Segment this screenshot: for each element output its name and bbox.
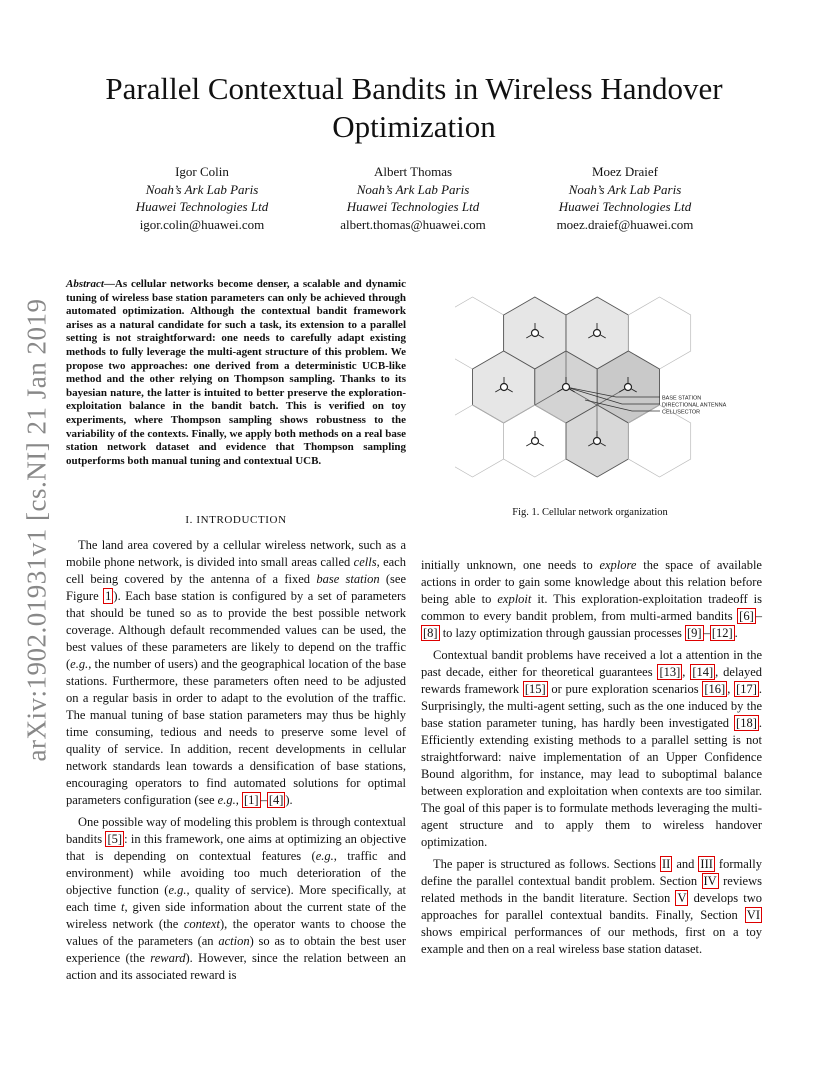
- text-run: to lazy optimization through gaussian processes: [439, 626, 686, 640]
- legend-base-station: BASE STATION: [662, 395, 702, 402]
- text-run: ).: [285, 793, 293, 807]
- text-run: and: [672, 857, 699, 871]
- legend-directional-antenna: DIRECTIONAL ANTENNA: [662, 402, 727, 409]
- reference-link[interactable]: [8]: [423, 626, 438, 640]
- text-run: it. This exploration-exploitation tradeoff is common to every bandit problem, from multi-armed bandits: [421, 592, 762, 623]
- author-affiliation: Noah’s Ark Lab Paris: [568, 181, 682, 197]
- text-run: e.g.,: [217, 793, 239, 807]
- author-name: Albert Thomas: [373, 164, 453, 179]
- text-run: (see Figure: [66, 572, 406, 603]
- reference-link[interactable]: [13]: [659, 665, 681, 679]
- text-run: e.g.: [315, 849, 334, 863]
- author-name: Moez Draief: [591, 164, 659, 179]
- reference-link[interactable]: II: [662, 857, 671, 871]
- text-run: t: [121, 900, 125, 914]
- text-run: : in this framework, one aims at optimizing an objective that is depending on contextual features (: [66, 832, 407, 863]
- reference-link[interactable]: [18]: [736, 716, 757, 730]
- text-run: Contextual bandit problems have received a lot a attention in the past decade, either for theoretical guarantees: [421, 648, 762, 679]
- author-block-1: [102, 163, 302, 233]
- reference-link[interactable]: [4]: [268, 793, 284, 807]
- abstract: [66, 278, 406, 468]
- reference-link[interactable]: III: [700, 857, 713, 871]
- text-run: or pure exploration scenarios: [547, 682, 703, 696]
- reference-link[interactable]: VI: [746, 908, 760, 922]
- body-column-left: [66, 537, 406, 984]
- author-affiliation: Noah’s Ark Lab Paris: [356, 181, 470, 197]
- paper-title: Parallel Contextual Bandits in Wireless Handover Optimization: [105, 71, 723, 144]
- base-station-icon: [532, 438, 539, 445]
- text-run: e.g.,: [70, 657, 92, 671]
- author-name: Igor Colin: [175, 164, 229, 179]
- antenna-direction-icon: [526, 443, 531, 446]
- text-run: cells: [353, 555, 377, 569]
- text-run: initially unknown, one needs to: [421, 558, 600, 572]
- text-run: . Surprisingly, the multi-agent setting, such as the one induced by the base station parameter tuning, has hardly been investigated: [421, 682, 763, 730]
- abstract-text: —As cellular networks become denser, a scalable and dynamic tuning of wireless base station parameters can only be achieved through automated optimization. Although the contextual bandit framework arises as a natural candidate for such a task, its extension to a parallel setting is not straightforward: one needs to carefully adapt existing methods to fully leverage the multi-agent structure of this problem. We propose two approaches: one derived from a deterministic UCB-like method and the other relying on Thompson sampling. Thanks to its bayesian nature, the latter is intuited to better preserve the exploration-exploitation balance in the bandit batch. This is verified on toy experiments, where Thompson sampling shows robustness to the variability of the contexts. Finally, we apply both methods on a real base station network dataset and evidence that Thompson sampling outperforms both manual tuning and contextual UCB.: [66, 278, 406, 467]
- text-run: reviews related methods in the bandit literature. Section: [421, 874, 762, 905]
- reference-link[interactable]: [17]: [736, 682, 757, 696]
- reference-link[interactable]: [5]: [107, 832, 123, 846]
- reference-link[interactable]: [14]: [692, 665, 714, 679]
- text-run: –: [260, 793, 267, 807]
- body-column-right: [421, 557, 762, 958]
- text-run: One possible way of modeling this problem is through contextual bandits: [66, 815, 406, 846]
- legend-cell-sector: CELL/SECTOR: [662, 409, 701, 416]
- author-affiliation: Huawei Technologies Ltd: [558, 199, 692, 214]
- text-run: quality of service). More specifically, at each time: [66, 883, 406, 914]
- figure-cellular-network: [455, 282, 765, 494]
- text-run: reward: [150, 951, 186, 965]
- text-run: shows empirical performances of our methods, first on a toy example and then on a real wireless base station dataset.: [421, 925, 762, 956]
- reference-link[interactable]: 1: [105, 589, 112, 603]
- base-station-icon: [532, 330, 539, 337]
- author-affiliation: Noah’s Ark Lab Paris: [145, 181, 259, 197]
- arxiv-identifier: arXiv:1902.01931v1 [cs.NI] 21 Jan 2019: [21, 298, 52, 762]
- text-run: context: [183, 917, 220, 931]
- text-run: action: [218, 934, 250, 948]
- paragraph: [421, 647, 762, 851]
- text-run: the number of users) and the geographical location of the base stations. Furthermore, these parameters often need to be adjusted on a regular basis in order to adapt to the evolution of the traffic. The manual tuning of base station parameters may thus be highly time consuming, tedious and needs to preserve some level of quality of service. In addition, recent developments in cellular network standards lean towards a densification of base stations, encouraging operators to find automated solutions for optimal parameters configuration (see: [66, 657, 406, 807]
- text-run: exploit: [497, 592, 532, 606]
- paragraph: [421, 856, 762, 958]
- base-station-icon: [594, 438, 601, 445]
- base-station-icon: [563, 384, 570, 391]
- paragraph: [66, 537, 406, 809]
- text-run: explore: [599, 558, 637, 572]
- reference-link[interactable]: [1]: [243, 793, 259, 807]
- arxiv-sidebar-stamp: [6, 300, 68, 760]
- text-run: ). However, since the relation between an action and its associated reward is: [66, 951, 406, 982]
- text-run: ,: [682, 665, 691, 679]
- text-run: , delayed rewards framework: [421, 665, 763, 696]
- author-block-2: [313, 163, 513, 233]
- text-run: ). Each base station is configured by a set of parameters that should be tuned so as to provide the best possible network coverage. Although default recommended values can be used, the best values of these parameters are likely to depend on the traffic (: [66, 589, 407, 671]
- text-run: , each cell being covered by the antenna of a fixed: [66, 555, 406, 586]
- text-run: –: [755, 609, 762, 623]
- author-affiliation: Huawei Technologies Ltd: [346, 199, 480, 214]
- base-station-icon: [594, 330, 601, 337]
- text-run: The paper is structured as follows. Sections: [433, 857, 661, 871]
- reference-link[interactable]: V: [677, 891, 687, 905]
- section-heading-introduction: I. INTRODUCTION: [185, 514, 287, 526]
- reference-link[interactable]: [12]: [711, 626, 733, 640]
- reference-link[interactable]: [16]: [704, 682, 726, 696]
- text-run: develops two approaches for parallel contextual bandits. Finally, Section: [421, 891, 762, 922]
- author-email: igor.colin@huawei.com: [139, 216, 265, 232]
- abstract-label: Abstract: [66, 278, 104, 290]
- text-run: –: [703, 626, 710, 640]
- text-run: The land area covered by a cellular wireless network, such as a mobile phone network, is divided into small areas called: [66, 538, 406, 569]
- text-run: base station: [316, 572, 380, 586]
- paragraph: [66, 814, 406, 984]
- paragraph: [421, 557, 762, 642]
- text-run: ) so as to obtain the best user experience (the: [66, 934, 407, 965]
- author-block-3: [525, 163, 725, 233]
- figure-caption: Fig. 1. Cellular network organization: [512, 507, 668, 518]
- text-run: ,: [727, 682, 735, 696]
- base-station-icon: [501, 384, 508, 391]
- text-run: ), the operator wants to choose the values of the parameters (an: [66, 917, 407, 948]
- text-run: e.g.,: [168, 883, 190, 897]
- antenna-direction-icon: [538, 443, 543, 446]
- text-run: , given side information about the current state of the wireless network (the: [66, 900, 406, 931]
- text-run: . Efficiently extending existing methods to a parallel setting is not straightforward: naive implementation of an Upper Confidence Bound algorithm, for instance, may lead to suboptimal balance between exploration and exploitation when contexts are too similar. The goal of this paper is to formulate methods leveraging the multi-agent structure and to apply them to wireless handover optimization.: [421, 716, 762, 849]
- text-run: formally define the parallel contextual bandit problem. Section: [421, 857, 762, 888]
- reference-link[interactable]: [9]: [687, 626, 702, 640]
- author-email: moez.draief@huawei.com: [556, 216, 694, 232]
- text-run: , traffic and environment) while avoiding too much deterioration of the objective function (: [66, 849, 406, 897]
- author-affiliation: Huawei Technologies Ltd: [135, 199, 269, 214]
- reference-link[interactable]: IV: [703, 874, 717, 888]
- reference-link[interactable]: [6]: [739, 609, 754, 623]
- reference-link[interactable]: [15]: [524, 682, 546, 696]
- author-email: albert.thomas@huawei.com: [340, 216, 486, 232]
- text-run: .: [734, 626, 738, 640]
- base-station-icon: [625, 384, 632, 391]
- text-run: the space of available actions in order to gain some knowledge about this relation before being able to: [421, 558, 762, 606]
